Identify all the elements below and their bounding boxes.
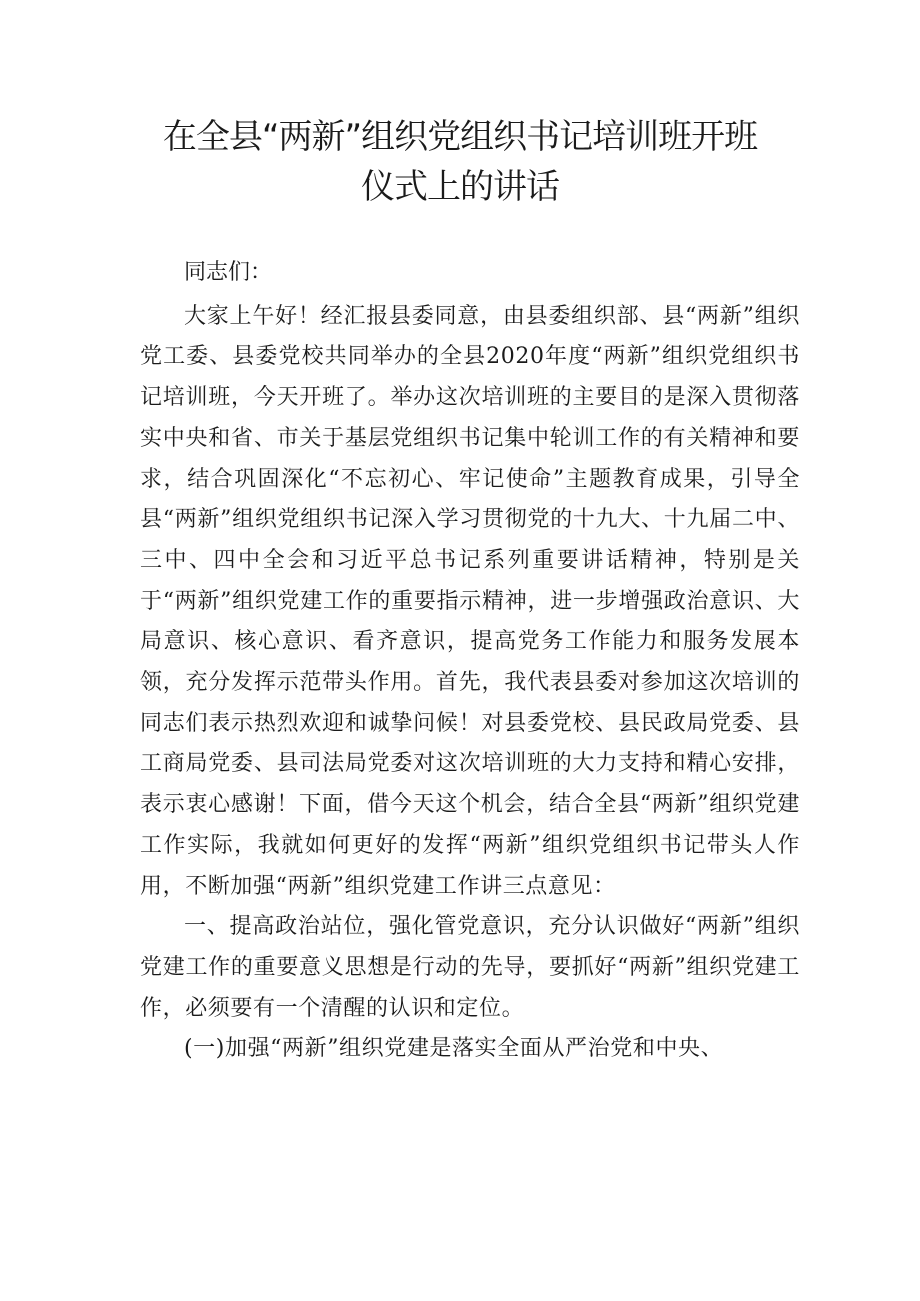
title-line-1: 在全县“两新”组织党组织书记培训班开班 (162, 117, 758, 157)
paragraph-opening: 大家上午好！经汇报县委同意，由县委组织部、县“两新”组织党工委、县委党校共同举办的全县2020年度“两新”组织党组织书记培训班，今天开班了。举办这次培训班的主要目的是深入贯彻落实中央和省、市关于基层党组织书记集中轮训工作的有关精神和要求，结合巩固深化“不忘初心、牢记使命”主题教育成果，引导全县“两新”组织党组织书记深入学习贯彻党的十九大、十九届二中、三中、四中全会和习近平总书记系列重要讲话精神，特别是关于“两新”组织党建工作的重要指示精神，进一步增强政治意识、大局意识、核心意识、看齐意识，提高党务工作能力和服务发展本领，充分发挥示范带头作用。首先，我代表县委对参加这次培训的同志们表示热烈欢迎和诚挚问候！对县委党校、县民政局党委、县工商局党委、县司法局党委对这次培训班的大力支持和精心安排，表示衷心感谢！下面，借今天这个机会，结合全县“两新”组织党建工作实际，我就如何更好的发挥“两新”组织党组织书记带头人作用，不断加强“两新”组织党建工作讲三点意见： (140, 303, 800, 899)
document-title (0, 112, 920, 212)
salutation: 同志们： (184, 260, 273, 285)
paragraph-section-one: 一、提高政治站位，强化管党意识，充分认识做好“两新”组织党建工作的重要意义思想是行动的先导，要抓好“两新”组织党建工作，必须要有一个清醒的认识和定位。 (140, 914, 800, 1021)
document-body (140, 253, 800, 1070)
paragraph-subsection-one: (一)加强“两新”组织党建是落实全面从严治党和中央、 (184, 1036, 724, 1062)
title-line-2: 仪式上的讲话 (361, 167, 559, 207)
